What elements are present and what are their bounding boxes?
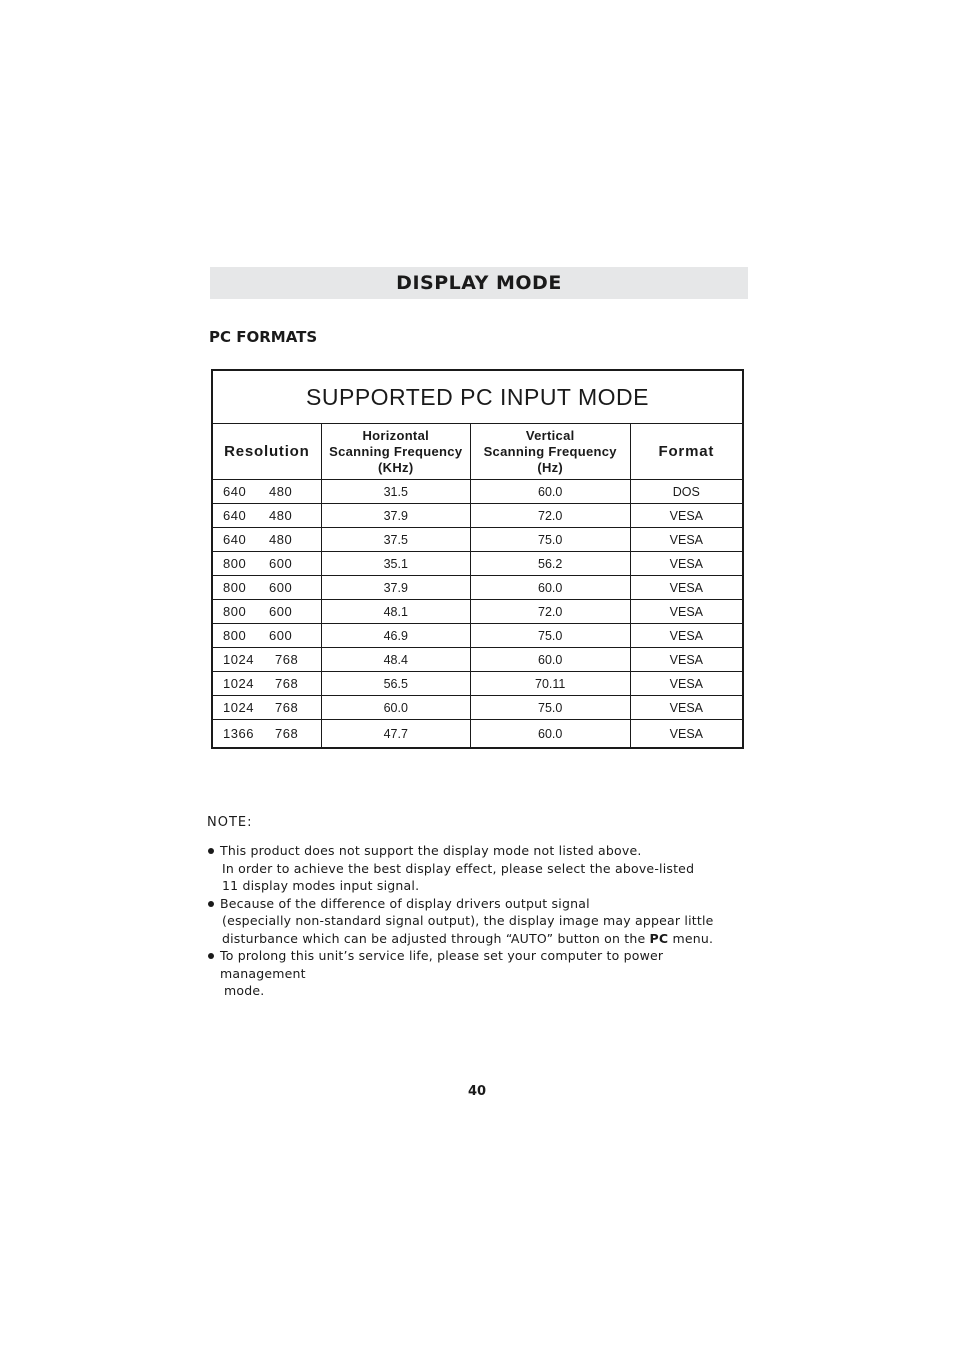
- bullet-icon: [208, 953, 214, 959]
- resolution-cell: 1024 768: [212, 696, 321, 720]
- resolution-cell: 640 480: [212, 528, 321, 552]
- horizontal-frequency-cell: 37.9: [321, 576, 470, 600]
- format-cell: VESA: [630, 720, 743, 749]
- vertical-frequency-cell: 75.0: [470, 624, 630, 648]
- vertical-frequency-cell: 70.11: [470, 672, 630, 696]
- table-row: [212, 528, 743, 552]
- vertical-frequency-cell: 60.0: [470, 648, 630, 672]
- table-caption: SUPPORTED PC INPUT MODE: [212, 370, 743, 424]
- vertical-frequency-cell: 72.0: [470, 600, 630, 624]
- horizontal-frequency-cell: 31.5: [321, 480, 470, 504]
- table-row: [212, 600, 743, 624]
- table-row: [212, 576, 743, 600]
- pc-input-mode-table: [211, 369, 744, 749]
- note-label: NOTE:: [207, 815, 253, 830]
- vertical-frequency-cell: 60.0: [470, 576, 630, 600]
- note-item: To prolong this unit’s service life, please set your computer to power management mode.: [208, 947, 748, 1000]
- table-row: [212, 624, 743, 648]
- header-vertical-line-1: Vertical: [525, 427, 575, 443]
- header-horizontal-line-1: Horizontal: [362, 427, 430, 443]
- note-item: Because of the difference of display drivers output signal (especially non-standard signal output), the display image may appear little disturbance which can be adjusted through “AUTO” button on the PC menu.: [208, 895, 748, 948]
- resolution-cell: 640 480: [212, 504, 321, 528]
- horizontal-frequency-cell: 35.1: [321, 552, 470, 576]
- format-cell: VESA: [630, 504, 743, 528]
- resolution-cell: 1366 768: [212, 720, 321, 749]
- horizontal-frequency-cell: 37.9: [321, 504, 470, 528]
- table-row: [212, 672, 743, 696]
- vertical-frequency-cell: 72.0: [470, 504, 630, 528]
- format-cell: VESA: [630, 576, 743, 600]
- horizontal-frequency-cell: 56.5: [321, 672, 470, 696]
- header-horizontal-line-3: (KHz): [378, 459, 414, 475]
- header-horizontal-line-2: Scanning Frequency: [329, 443, 463, 459]
- header-resolution: Resolution: [212, 424, 321, 480]
- page-title: DISPLAY MODE: [396, 272, 562, 294]
- page-title-band: [210, 267, 748, 299]
- resolution-cell: 800 600: [212, 624, 321, 648]
- vertical-frequency-cell: 75.0: [470, 696, 630, 720]
- header-horizontal-frequency: [321, 424, 470, 480]
- note-item: This product does not support the display mode not listed above. In order to achieve the best display effect, please select the above-listed 11 display modes input signal.: [208, 842, 748, 895]
- resolution-cell: 800 600: [212, 600, 321, 624]
- notes-list: [208, 842, 748, 1000]
- table-row: [212, 480, 743, 504]
- table-row: [212, 552, 743, 576]
- resolution-cell: 800 600: [212, 576, 321, 600]
- table-row: [212, 648, 743, 672]
- bullet-icon: [208, 848, 214, 854]
- header-vertical-frequency: [470, 424, 630, 480]
- header-vertical-line-3: (Hz): [537, 459, 564, 475]
- format-cell: VESA: [630, 672, 743, 696]
- horizontal-frequency-cell: 46.9: [321, 624, 470, 648]
- table-row: [212, 504, 743, 528]
- resolution-cell: 1024 768: [212, 648, 321, 672]
- format-cell: VESA: [630, 624, 743, 648]
- format-cell: DOS: [630, 480, 743, 504]
- format-cell: VESA: [630, 600, 743, 624]
- vertical-frequency-cell: 75.0: [470, 528, 630, 552]
- horizontal-frequency-cell: 48.4: [321, 648, 470, 672]
- format-cell: VESA: [630, 648, 743, 672]
- table-row: [212, 696, 743, 720]
- header-vertical-line-2: Scanning Frequency: [483, 443, 617, 459]
- resolution-cell: 640 480: [212, 480, 321, 504]
- page-number: 40: [467, 1084, 487, 1099]
- table-header-row: [212, 424, 743, 480]
- format-cell: VESA: [630, 552, 743, 576]
- horizontal-frequency-cell: 48.1: [321, 600, 470, 624]
- format-cell: VESA: [630, 528, 743, 552]
- vertical-frequency-cell: 60.0: [470, 720, 630, 749]
- resolution-cell: 800 600: [212, 552, 321, 576]
- horizontal-frequency-cell: 60.0: [321, 696, 470, 720]
- vertical-frequency-cell: 56.2: [470, 552, 630, 576]
- vertical-frequency-cell: 60.0: [470, 480, 630, 504]
- section-heading: PC FORMATS: [209, 328, 318, 346]
- header-format: Format: [630, 424, 743, 480]
- resolution-cell: 1024 768: [212, 672, 321, 696]
- format-cell: VESA: [630, 696, 743, 720]
- bullet-icon: [208, 901, 214, 907]
- horizontal-frequency-cell: 37.5: [321, 528, 470, 552]
- table-row: [212, 720, 743, 749]
- pc-menu-label: PC: [649, 930, 669, 946]
- horizontal-frequency-cell: 47.7: [321, 720, 470, 749]
